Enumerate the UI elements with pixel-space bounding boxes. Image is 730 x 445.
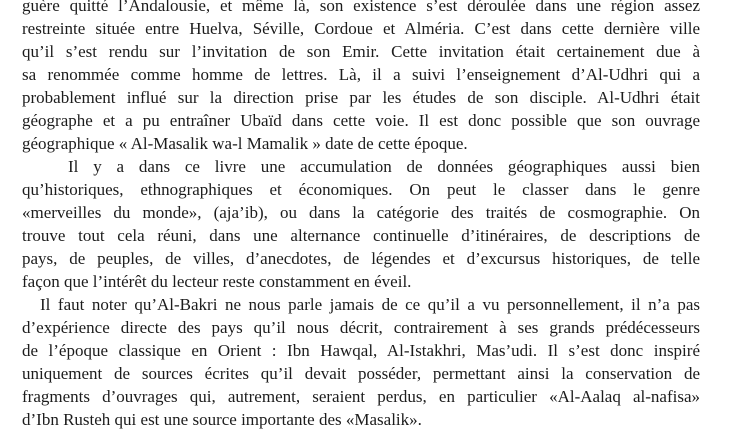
text-line: qu’historiques, ethnographiques et économiques. On peut le classer dans le genre — [22, 180, 700, 199]
text-line: sa renommée comme homme de lettres. Là, il a suivi l’enseignement d’Al-Udhri qui a — [22, 65, 700, 84]
text-line: Il y a dans ce livre une accumulation de données géographiques aussi bien — [68, 157, 700, 176]
text-line: géographe et a pu entraîner Ubaïd dans cette voie. Il est donc possible que son ouvrage — [22, 111, 700, 130]
text-line: d’expérience directe des pays qu’il nous décrit, contrairement à ses grands prédécesseurs — [22, 318, 700, 337]
text-line: fragments d’ouvrages qui, autrement, seraient perdus, en particulier «Al-Aalaq al-nafisa» — [22, 387, 700, 406]
text-line: qu’il s’est rendu sur l’invitation de son Emir. Cette invitation était certainement due à — [22, 42, 700, 61]
text-line: uniquement de sources écrites qu’il devait posséder, permettant ainsi la conservation de — [22, 364, 700, 383]
text-line: Il faut noter qu’Al-Bakri ne nous parle jamais de ce qu’il a vu personnellement, il n’a pas — [40, 295, 700, 314]
text-line: géographique « Al-Masalik wa-l Mamalik » date de cette époque. — [22, 134, 468, 153]
text-line: probablement influé sur la direction prise par les études de son disciple. Al-Udhri était — [22, 88, 700, 107]
text-line: pays, de peuples, de villes, d’anecdotes, de légendes et d’excursus historiques, de telle — [22, 249, 700, 268]
text-line: guère quitté l’Andalousie, et même là, son existence s’est déroulée dans une région assez — [22, 0, 700, 15]
text-line: de l’époque classique en Orient : Ibn Hawqal, Al-Istakhri, Mas’udi. Il s’est donc inspiré — [22, 341, 700, 360]
text-line: trouve tout cela réuni, dans une alternance continuelle d’itinéraires, de descriptions de — [22, 226, 700, 245]
text-line: restreinte située entre Huelva, Séville, Cordoue et Alméria. C’est dans cette dernière ville — [22, 19, 700, 38]
text-line: façon que l’intérêt du lecteur reste constamment en éveil. — [22, 272, 412, 291]
text-line: «merveilles du monde», (aja’ib), ou dans la catégorie des traités de cosmographie. On — [22, 203, 700, 222]
text-line: d’Ibn Rusteh qui est une source importante des «Masalik». — [22, 410, 422, 429]
